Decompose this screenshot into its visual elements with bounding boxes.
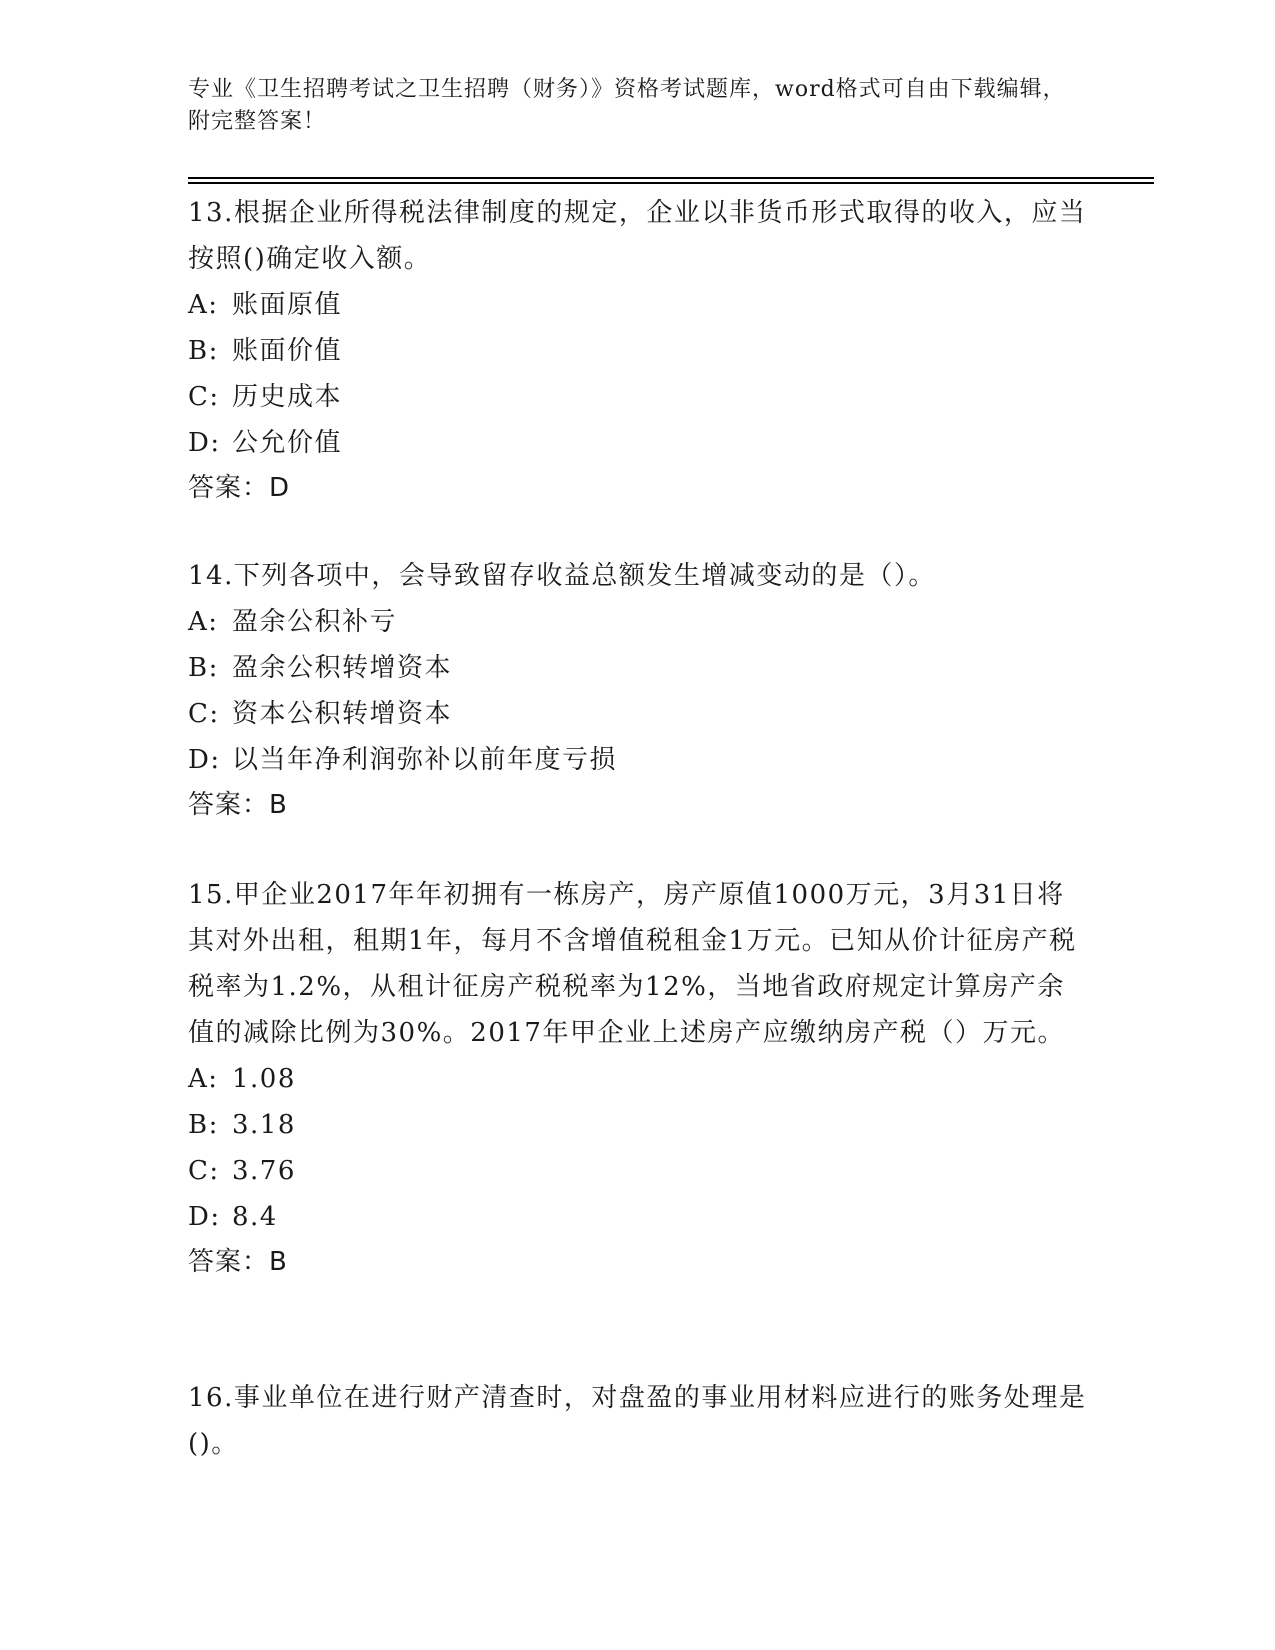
answer-line [188, 466, 1088, 510]
option-b [188, 328, 1088, 374]
option-letter: D: [188, 428, 221, 458]
header-divider-top [188, 177, 1154, 179]
option-letter: D: [188, 745, 221, 775]
question-stem: 15.甲企业2017年年初拥有一栋房产，房产原值1000万元，3月31日将其对外出租，租期1年，每月不含增值税租金1万元。已知从价计征房产税税率为1.2%，从租计征房产税税率为12%，当地省政府规定计算房产余值的减除比例为30%。2017年甲企业上述房产应缴纳房产税（）万元。 [188, 880, 1077, 1048]
question-13 [188, 190, 1088, 510]
answer-prefix: 答案： [188, 473, 270, 503]
option-text: 1.08 [232, 1064, 296, 1094]
option-b [188, 645, 1088, 691]
option-text: 盈余公积转增资本 [232, 653, 453, 683]
option-letter: C: [188, 382, 220, 412]
question-stem: 14.下列各项中，会导致留存收益总额发生增减变动的是（）。 [188, 561, 936, 591]
header-divider-bottom [188, 182, 1154, 184]
answer-value: B [269, 1247, 288, 1277]
option-letter: A: [188, 1064, 219, 1094]
option-text: 资本公积转增资本 [232, 699, 453, 729]
option-text: 公允价值 [232, 428, 343, 458]
option-c [188, 691, 1088, 737]
option-text: 3.18 [232, 1110, 296, 1140]
answer-prefix: 答案： [188, 790, 270, 820]
option-letter: A: [188, 607, 219, 637]
option-text: 以当年净利润弥补以前年度亏损 [232, 745, 618, 775]
option-letter: C: [188, 1156, 220, 1186]
option-a [188, 1056, 1088, 1102]
question-16 [188, 1375, 1088, 1467]
option-text: 账面价值 [232, 336, 343, 366]
option-d [188, 1194, 1088, 1240]
answer-line [188, 1240, 1088, 1284]
option-a [188, 599, 1088, 645]
option-d [188, 737, 1088, 783]
option-c [188, 1148, 1088, 1194]
question-stem: 13.根据企业所得税法律制度的规定，企业以非货币形式取得的收入，应当按照()确定收入额。 [188, 198, 1087, 274]
option-b [188, 1102, 1088, 1148]
option-text: 历史成本 [232, 382, 343, 412]
option-text: 3.76 [232, 1156, 296, 1186]
answer-line [188, 783, 1088, 827]
option-a [188, 282, 1088, 328]
question-15 [188, 872, 1088, 1284]
question-14 [188, 553, 1088, 827]
option-text: 盈余公积补亏 [232, 607, 398, 637]
option-letter: B: [188, 336, 219, 366]
answer-value: D [269, 473, 291, 503]
answer-prefix: 答案： [188, 1247, 270, 1277]
question-stem: 16.事业单位在进行财产清查时，对盘盈的事业用材料应进行的账务处理是()。 [188, 1383, 1087, 1459]
option-letter: C: [188, 699, 220, 729]
option-letter: B: [188, 653, 219, 683]
option-letter: A: [188, 290, 219, 320]
answer-value: B [269, 790, 288, 820]
option-letter: D: [188, 1202, 221, 1232]
option-c [188, 374, 1088, 420]
option-letter: B: [188, 1110, 219, 1140]
option-text: 账面原值 [232, 290, 343, 320]
option-d [188, 420, 1088, 466]
header-note: 专业《卫生招聘考试之卫生招聘（财务）》资格考试题库，word格式可自由下载编辑，附完整答案！ [188, 77, 1066, 134]
option-text: 8.4 [232, 1202, 278, 1232]
